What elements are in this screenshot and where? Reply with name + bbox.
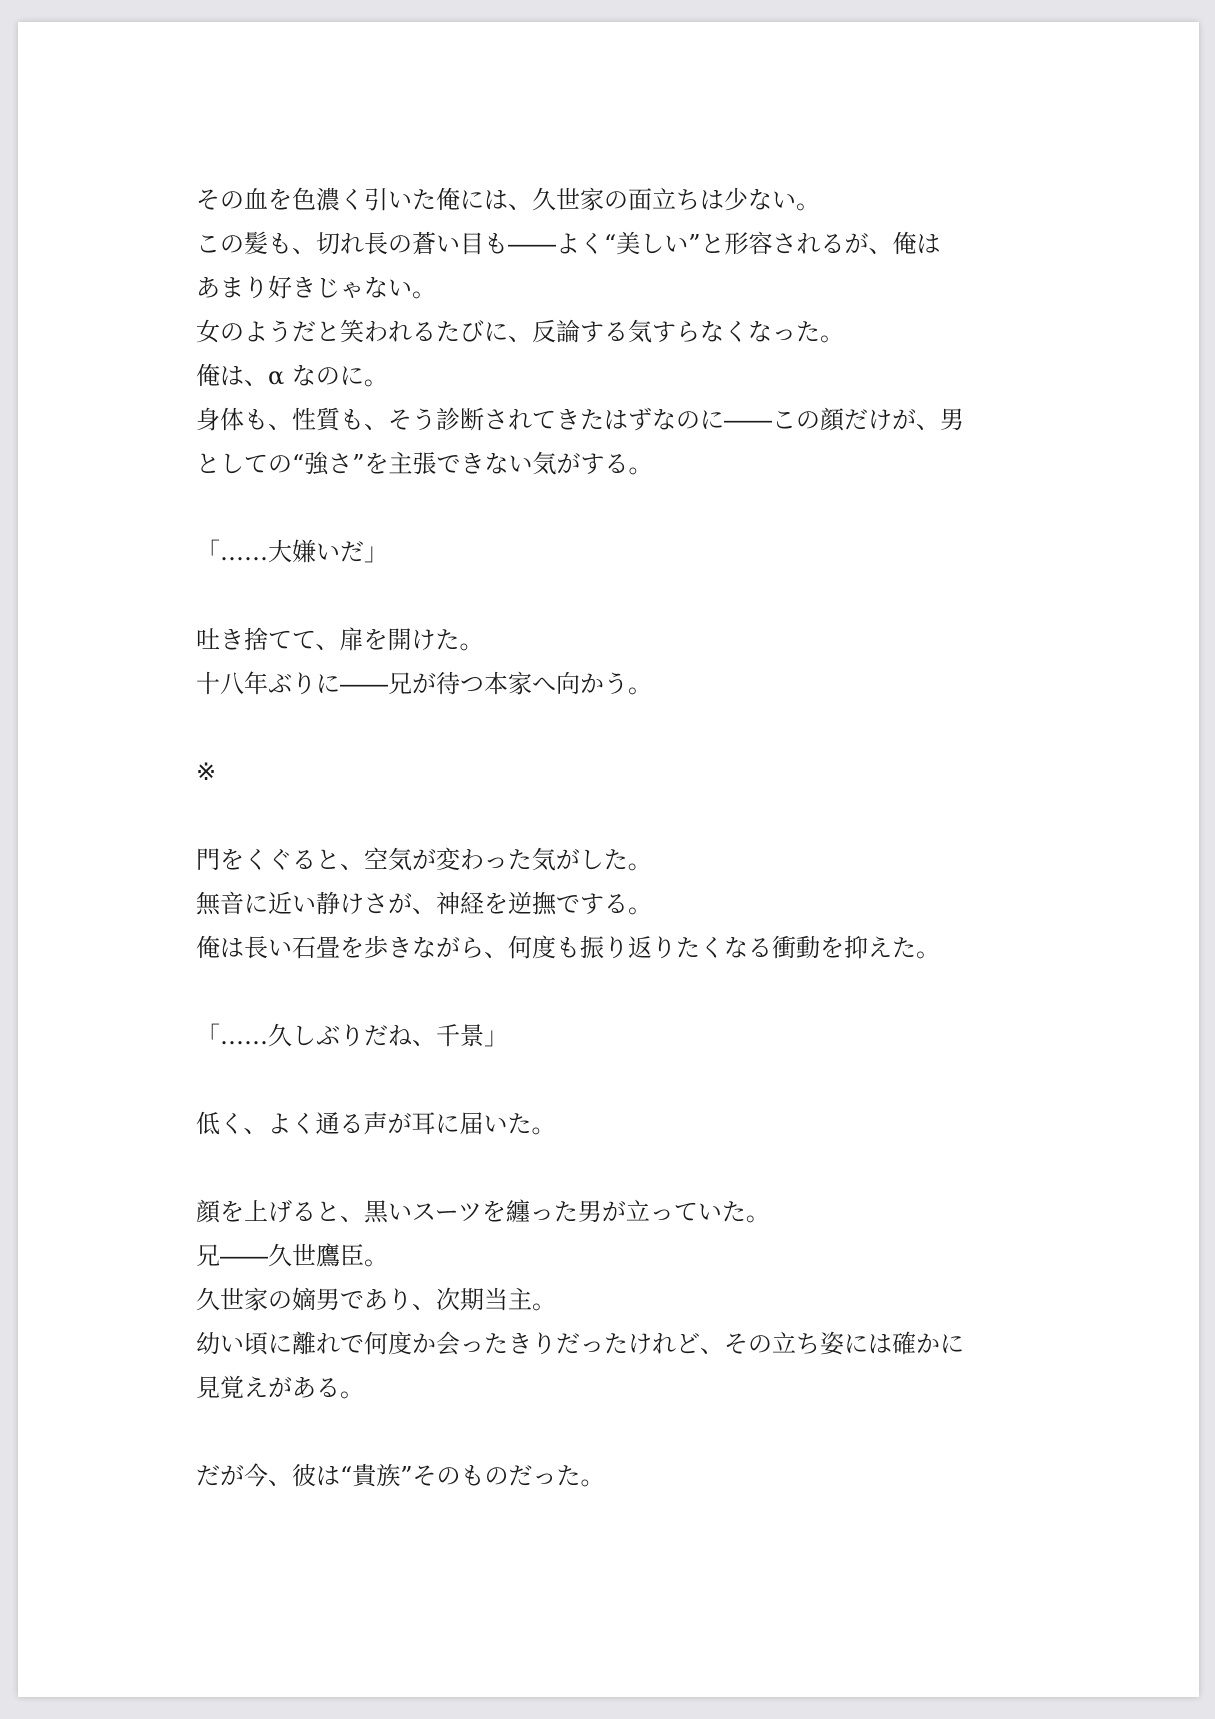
text-line: あまり好きじゃない。 xyxy=(196,274,436,302)
text-line: 吐き捨てて、扉を開けた。 xyxy=(196,626,484,654)
text-line: 低く、よく通る声が耳に届いた。 xyxy=(196,1110,556,1138)
text-line: その血を色濃く引いた俺には、久世家の面立ちは少ない。 xyxy=(196,186,820,214)
text-line: 幼い頃に離れで何度か会ったきりだったけれど、その立ち姿には確かに xyxy=(196,1330,964,1358)
text-line: この髪も、切れ長の蒼い目も――よく“美しい”と形容されるが、俺は xyxy=(196,230,941,258)
blank-line xyxy=(196,486,1076,530)
scene-break-mark: ※ xyxy=(196,758,217,786)
text-line: としての“強さ”を主張できない気がする。 xyxy=(196,450,653,478)
text-line: 女のようだと笑われるたびに、反論する気すらなくなった。 xyxy=(196,318,844,346)
document-page xyxy=(18,22,1199,1697)
text-line: 十八年ぶりに――兄が待つ本家へ向かう。 xyxy=(196,670,652,698)
text-line: 顔を上げると、黒いスーツを纏った男が立っていた。 xyxy=(196,1198,770,1226)
blank-line xyxy=(196,794,1076,838)
dialogue-line: 「……久しぶりだね、千景」 xyxy=(196,1022,508,1050)
blank-line xyxy=(196,1410,1076,1454)
blank-line xyxy=(196,1146,1076,1190)
dialogue-line: 「……大嫌いだ」 xyxy=(196,538,388,566)
blank-line xyxy=(196,574,1076,618)
text-line: だが今、彼は“貴族”そのものだった。 xyxy=(196,1462,605,1490)
blank-line xyxy=(196,1058,1076,1102)
text-line: 門をくぐると、空気が変わった気がした。 xyxy=(196,846,652,874)
text-line: 俺は長い石畳を歩きながら、何度も振り返りたくなる衝動を抑えた。 xyxy=(196,934,940,962)
text-line: 久世家の嫡男であり、次期当主。 xyxy=(196,1286,556,1314)
blank-line xyxy=(196,970,1076,1014)
text-line: 無音に近い静けさが、神経を逆撫でする。 xyxy=(196,890,652,918)
text-line: 兄――久世鷹臣。 xyxy=(196,1242,388,1270)
body-text xyxy=(196,178,1076,1498)
text-line: 見覚えがある。 xyxy=(196,1374,364,1402)
text-line: 俺は、α なのに。 xyxy=(196,362,388,390)
text-line: 身体も、性質も、そう診断されてきたはずなのに――この顔だけが、男 xyxy=(196,406,964,434)
blank-line xyxy=(196,706,1076,750)
